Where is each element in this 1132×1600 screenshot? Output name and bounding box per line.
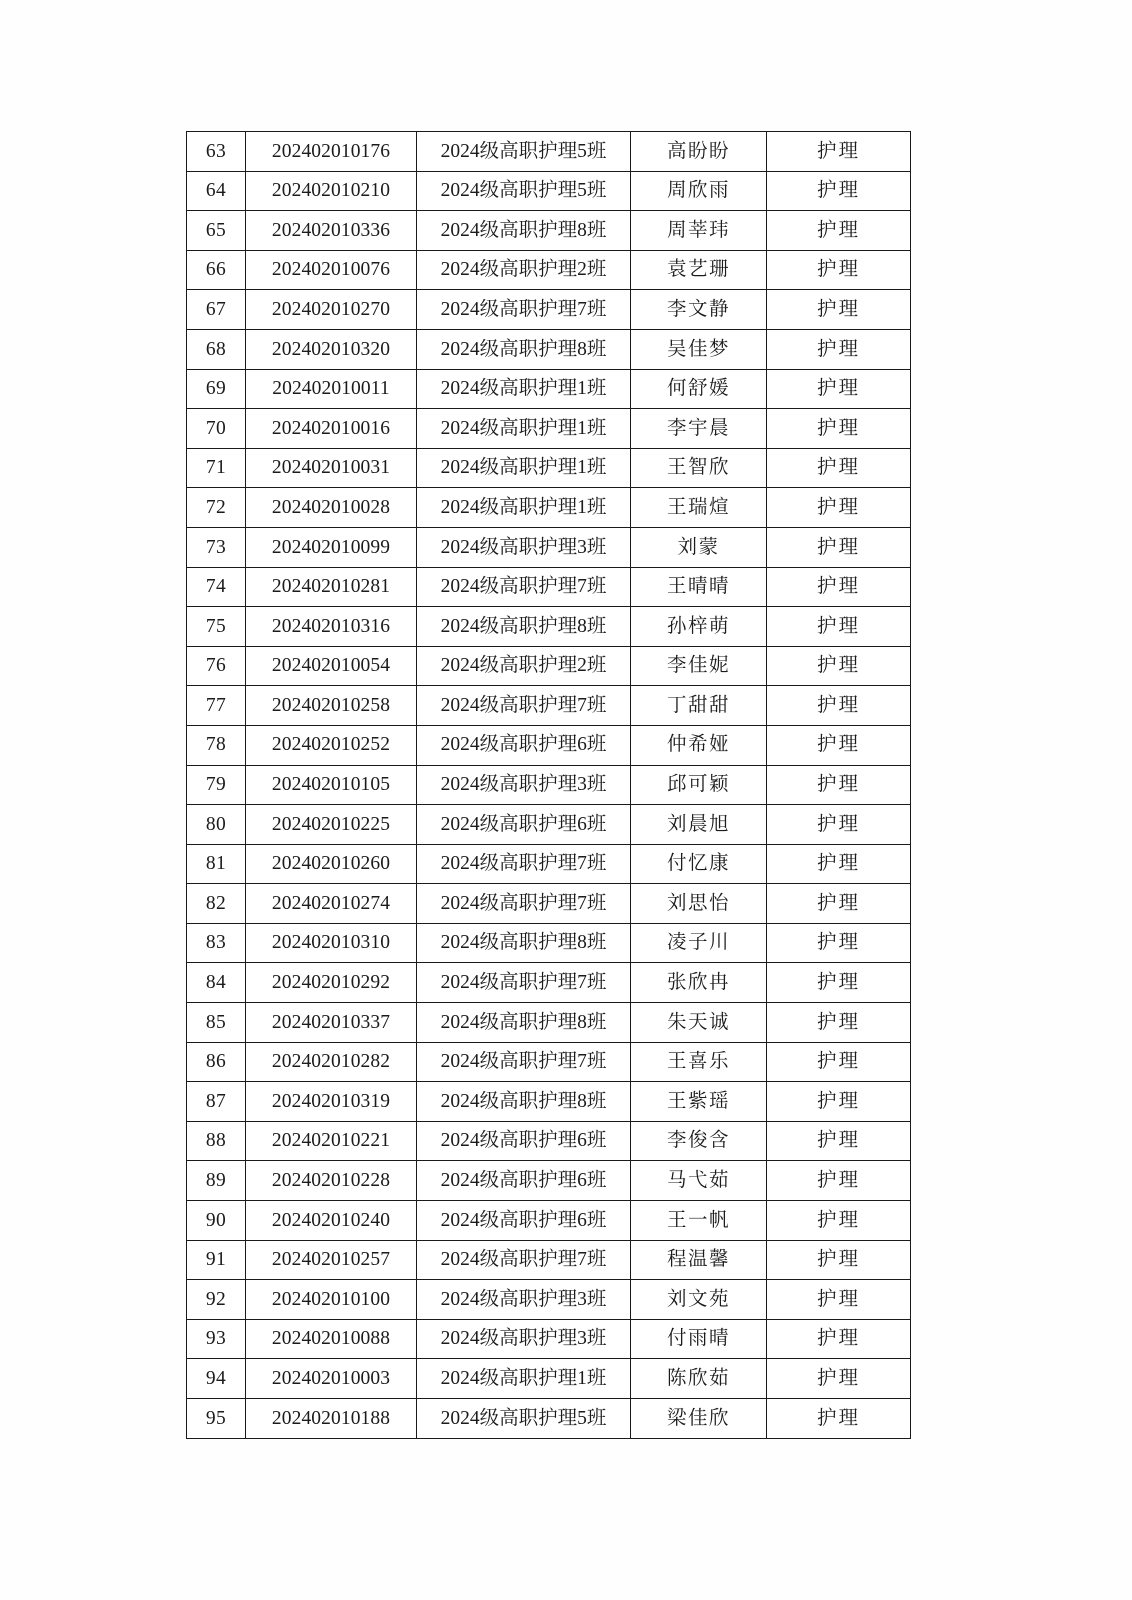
student-id-cell: 202402010270 — [246, 290, 417, 330]
class-name-cell: 2024级高职护理1班 — [417, 488, 631, 528]
table-row — [187, 725, 911, 765]
student-id-cell: 202402010076 — [246, 250, 417, 290]
major-cell: 护理 — [767, 250, 911, 290]
student-id-cell: 202402010282 — [246, 1042, 417, 1082]
student-id-cell: 202402010031 — [246, 448, 417, 488]
major-cell: 护理 — [767, 1121, 911, 1161]
row-index-cell: 85 — [187, 1003, 246, 1043]
student-name-cell: 王晴晴 — [631, 567, 767, 607]
student-id-cell: 202402010054 — [246, 646, 417, 686]
student-id-cell: 202402010188 — [246, 1399, 417, 1439]
table-row — [187, 765, 911, 805]
class-name-cell: 2024级高职护理3班 — [417, 527, 631, 567]
student-roster-table — [186, 131, 911, 1439]
row-index-cell: 74 — [187, 567, 246, 607]
student-name-cell: 刘思怡 — [631, 884, 767, 924]
row-index-cell: 83 — [187, 923, 246, 963]
student-name-cell: 李宇晨 — [631, 409, 767, 449]
major-cell: 护理 — [767, 923, 911, 963]
major-cell: 护理 — [767, 488, 911, 528]
student-id-cell: 202402010260 — [246, 844, 417, 884]
table-row — [187, 488, 911, 528]
student-id-cell: 202402010274 — [246, 884, 417, 924]
student-name-cell: 程温馨 — [631, 1240, 767, 1280]
table-row — [187, 884, 911, 924]
student-id-cell: 202402010225 — [246, 805, 417, 845]
table-row — [187, 211, 911, 251]
major-cell: 护理 — [767, 171, 911, 211]
student-id-cell: 202402010100 — [246, 1280, 417, 1320]
table-row — [187, 1161, 911, 1201]
student-id-cell: 202402010258 — [246, 686, 417, 726]
student-id-cell: 202402010105 — [246, 765, 417, 805]
class-name-cell: 2024级高职护理7班 — [417, 884, 631, 924]
class-name-cell: 2024级高职护理3班 — [417, 1280, 631, 1320]
major-cell: 护理 — [767, 686, 911, 726]
row-index-cell: 71 — [187, 448, 246, 488]
student-name-cell: 张欣冉 — [631, 963, 767, 1003]
class-name-cell: 2024级高职护理5班 — [417, 171, 631, 211]
table-row — [187, 607, 911, 647]
class-name-cell: 2024级高职护理7班 — [417, 686, 631, 726]
row-index-cell: 70 — [187, 409, 246, 449]
student-name-cell: 周莘玮 — [631, 211, 767, 251]
row-index-cell: 69 — [187, 369, 246, 409]
class-name-cell: 2024级高职护理8班 — [417, 211, 631, 251]
table-row — [187, 567, 911, 607]
student-id-cell: 202402010221 — [246, 1121, 417, 1161]
row-index-cell: 68 — [187, 329, 246, 369]
student-id-cell: 202402010176 — [246, 132, 417, 172]
row-index-cell: 81 — [187, 844, 246, 884]
major-cell: 护理 — [767, 1042, 911, 1082]
student-name-cell: 付忆康 — [631, 844, 767, 884]
student-name-cell: 凌子川 — [631, 923, 767, 963]
student-id-cell: 202402010099 — [246, 527, 417, 567]
table-row — [187, 1003, 911, 1043]
row-index-cell: 95 — [187, 1399, 246, 1439]
row-index-cell: 65 — [187, 211, 246, 251]
table-row — [187, 963, 911, 1003]
class-name-cell: 2024级高职护理1班 — [417, 369, 631, 409]
table-row — [187, 1201, 911, 1241]
major-cell: 护理 — [767, 805, 911, 845]
row-index-cell: 90 — [187, 1201, 246, 1241]
student-name-cell: 王紫瑶 — [631, 1082, 767, 1122]
row-index-cell: 64 — [187, 171, 246, 211]
student-id-cell: 202402010003 — [246, 1359, 417, 1399]
row-index-cell: 89 — [187, 1161, 246, 1201]
student-name-cell: 马弋茹 — [631, 1161, 767, 1201]
major-cell: 护理 — [767, 329, 911, 369]
student-id-cell: 202402010319 — [246, 1082, 417, 1122]
row-index-cell: 79 — [187, 765, 246, 805]
student-name-cell: 孙梓萌 — [631, 607, 767, 647]
major-cell: 护理 — [767, 369, 911, 409]
row-index-cell: 92 — [187, 1280, 246, 1320]
major-cell: 护理 — [767, 646, 911, 686]
student-id-cell: 202402010228 — [246, 1161, 417, 1201]
major-cell: 护理 — [767, 1240, 911, 1280]
major-cell: 护理 — [767, 409, 911, 449]
student-name-cell: 陈欣茹 — [631, 1359, 767, 1399]
table-row — [187, 329, 911, 369]
major-cell: 护理 — [767, 1280, 911, 1320]
row-index-cell: 78 — [187, 725, 246, 765]
row-index-cell: 75 — [187, 607, 246, 647]
class-name-cell: 2024级高职护理6班 — [417, 1161, 631, 1201]
row-index-cell: 84 — [187, 963, 246, 1003]
class-name-cell: 2024级高职护理1班 — [417, 409, 631, 449]
student-name-cell: 丁甜甜 — [631, 686, 767, 726]
major-cell: 护理 — [767, 211, 911, 251]
student-name-cell: 周欣雨 — [631, 171, 767, 211]
row-index-cell: 67 — [187, 290, 246, 330]
row-index-cell: 88 — [187, 1121, 246, 1161]
major-cell: 护理 — [767, 844, 911, 884]
major-cell: 护理 — [767, 1359, 911, 1399]
student-name-cell: 朱天诚 — [631, 1003, 767, 1043]
student-id-cell: 202402010281 — [246, 567, 417, 607]
student-name-cell: 吴佳梦 — [631, 329, 767, 369]
student-name-cell: 刘蒙 — [631, 527, 767, 567]
table-row — [187, 369, 911, 409]
class-name-cell: 2024级高职护理7班 — [417, 567, 631, 607]
major-cell: 护理 — [767, 290, 911, 330]
table-row — [187, 171, 911, 211]
student-name-cell: 王喜乐 — [631, 1042, 767, 1082]
major-cell: 护理 — [767, 725, 911, 765]
student-name-cell: 刘文苑 — [631, 1280, 767, 1320]
row-index-cell: 73 — [187, 527, 246, 567]
roster-table-body — [187, 132, 911, 1439]
student-id-cell: 202402010088 — [246, 1319, 417, 1359]
major-cell: 护理 — [767, 1319, 911, 1359]
row-index-cell: 80 — [187, 805, 246, 845]
table-row — [187, 923, 911, 963]
major-cell: 护理 — [767, 1161, 911, 1201]
student-name-cell: 何舒媛 — [631, 369, 767, 409]
student-id-cell: 202402010316 — [246, 607, 417, 647]
class-name-cell: 2024级高职护理2班 — [417, 250, 631, 290]
student-id-cell: 202402010257 — [246, 1240, 417, 1280]
student-id-cell: 202402010240 — [246, 1201, 417, 1241]
class-name-cell: 2024级高职护理8班 — [417, 329, 631, 369]
student-name-cell: 王一帆 — [631, 1201, 767, 1241]
table-row — [187, 1042, 911, 1082]
student-name-cell: 王瑞煊 — [631, 488, 767, 528]
student-name-cell: 王智欣 — [631, 448, 767, 488]
table-row — [187, 448, 911, 488]
row-index-cell: 77 — [187, 686, 246, 726]
major-cell: 护理 — [767, 1399, 911, 1439]
student-name-cell: 付雨晴 — [631, 1319, 767, 1359]
major-cell: 护理 — [767, 132, 911, 172]
major-cell: 护理 — [767, 567, 911, 607]
student-id-cell: 202402010320 — [246, 329, 417, 369]
row-index-cell: 87 — [187, 1082, 246, 1122]
table-row — [187, 1082, 911, 1122]
row-index-cell: 91 — [187, 1240, 246, 1280]
row-index-cell: 63 — [187, 132, 246, 172]
student-id-cell: 202402010028 — [246, 488, 417, 528]
table-row — [187, 1399, 911, 1439]
table-row — [187, 805, 911, 845]
student-id-cell: 202402010292 — [246, 963, 417, 1003]
row-index-cell: 72 — [187, 488, 246, 528]
class-name-cell: 2024级高职护理7班 — [417, 1042, 631, 1082]
class-name-cell: 2024级高职护理7班 — [417, 963, 631, 1003]
class-name-cell: 2024级高职护理7班 — [417, 290, 631, 330]
major-cell: 护理 — [767, 963, 911, 1003]
class-name-cell: 2024级高职护理7班 — [417, 1240, 631, 1280]
table-row — [187, 527, 911, 567]
table-row — [187, 409, 911, 449]
student-id-cell: 202402010310 — [246, 923, 417, 963]
class-name-cell: 2024级高职护理5班 — [417, 132, 631, 172]
table-row — [187, 844, 911, 884]
class-name-cell: 2024级高职护理8班 — [417, 607, 631, 647]
student-name-cell: 高盼盼 — [631, 132, 767, 172]
row-index-cell: 82 — [187, 884, 246, 924]
class-name-cell: 2024级高职护理8班 — [417, 1082, 631, 1122]
major-cell: 护理 — [767, 1003, 911, 1043]
table-row — [187, 250, 911, 290]
class-name-cell: 2024级高职护理3班 — [417, 1319, 631, 1359]
table-row — [187, 290, 911, 330]
row-index-cell: 94 — [187, 1359, 246, 1399]
major-cell: 护理 — [767, 448, 911, 488]
table-row — [187, 686, 911, 726]
table-row — [187, 1240, 911, 1280]
major-cell: 护理 — [767, 765, 911, 805]
major-cell: 护理 — [767, 527, 911, 567]
student-name-cell: 李佳妮 — [631, 646, 767, 686]
row-index-cell: 86 — [187, 1042, 246, 1082]
major-cell: 护理 — [767, 1082, 911, 1122]
major-cell: 护理 — [767, 1201, 911, 1241]
student-name-cell: 李俊含 — [631, 1121, 767, 1161]
row-index-cell: 93 — [187, 1319, 246, 1359]
table-row — [187, 132, 911, 172]
student-name-cell: 袁艺珊 — [631, 250, 767, 290]
student-id-cell: 202402010252 — [246, 725, 417, 765]
class-name-cell: 2024级高职护理6班 — [417, 725, 631, 765]
student-name-cell: 刘晨旭 — [631, 805, 767, 845]
class-name-cell: 2024级高职护理7班 — [417, 844, 631, 884]
class-name-cell: 2024级高职护理5班 — [417, 1399, 631, 1439]
table-row — [187, 1319, 911, 1359]
class-name-cell: 2024级高职护理6班 — [417, 805, 631, 845]
table-row — [187, 646, 911, 686]
row-index-cell: 76 — [187, 646, 246, 686]
student-name-cell: 邱可颖 — [631, 765, 767, 805]
class-name-cell: 2024级高职护理3班 — [417, 765, 631, 805]
class-name-cell: 2024级高职护理1班 — [417, 1359, 631, 1399]
class-name-cell: 2024级高职护理8班 — [417, 923, 631, 963]
major-cell: 护理 — [767, 607, 911, 647]
student-id-cell: 202402010011 — [246, 369, 417, 409]
class-name-cell: 2024级高职护理1班 — [417, 448, 631, 488]
student-name-cell: 仲希娅 — [631, 725, 767, 765]
class-name-cell: 2024级高职护理8班 — [417, 1003, 631, 1043]
table-row — [187, 1359, 911, 1399]
student-id-cell: 202402010336 — [246, 211, 417, 251]
student-id-cell: 202402010337 — [246, 1003, 417, 1043]
class-name-cell: 2024级高职护理6班 — [417, 1201, 631, 1241]
table-row — [187, 1121, 911, 1161]
student-name-cell: 李文静 — [631, 290, 767, 330]
student-id-cell: 202402010016 — [246, 409, 417, 449]
class-name-cell: 2024级高职护理6班 — [417, 1121, 631, 1161]
table-row — [187, 1280, 911, 1320]
student-id-cell: 202402010210 — [246, 171, 417, 211]
roster-table-container — [186, 131, 910, 1439]
student-name-cell: 梁佳欣 — [631, 1399, 767, 1439]
class-name-cell: 2024级高职护理2班 — [417, 646, 631, 686]
major-cell: 护理 — [767, 884, 911, 924]
row-index-cell: 66 — [187, 250, 246, 290]
